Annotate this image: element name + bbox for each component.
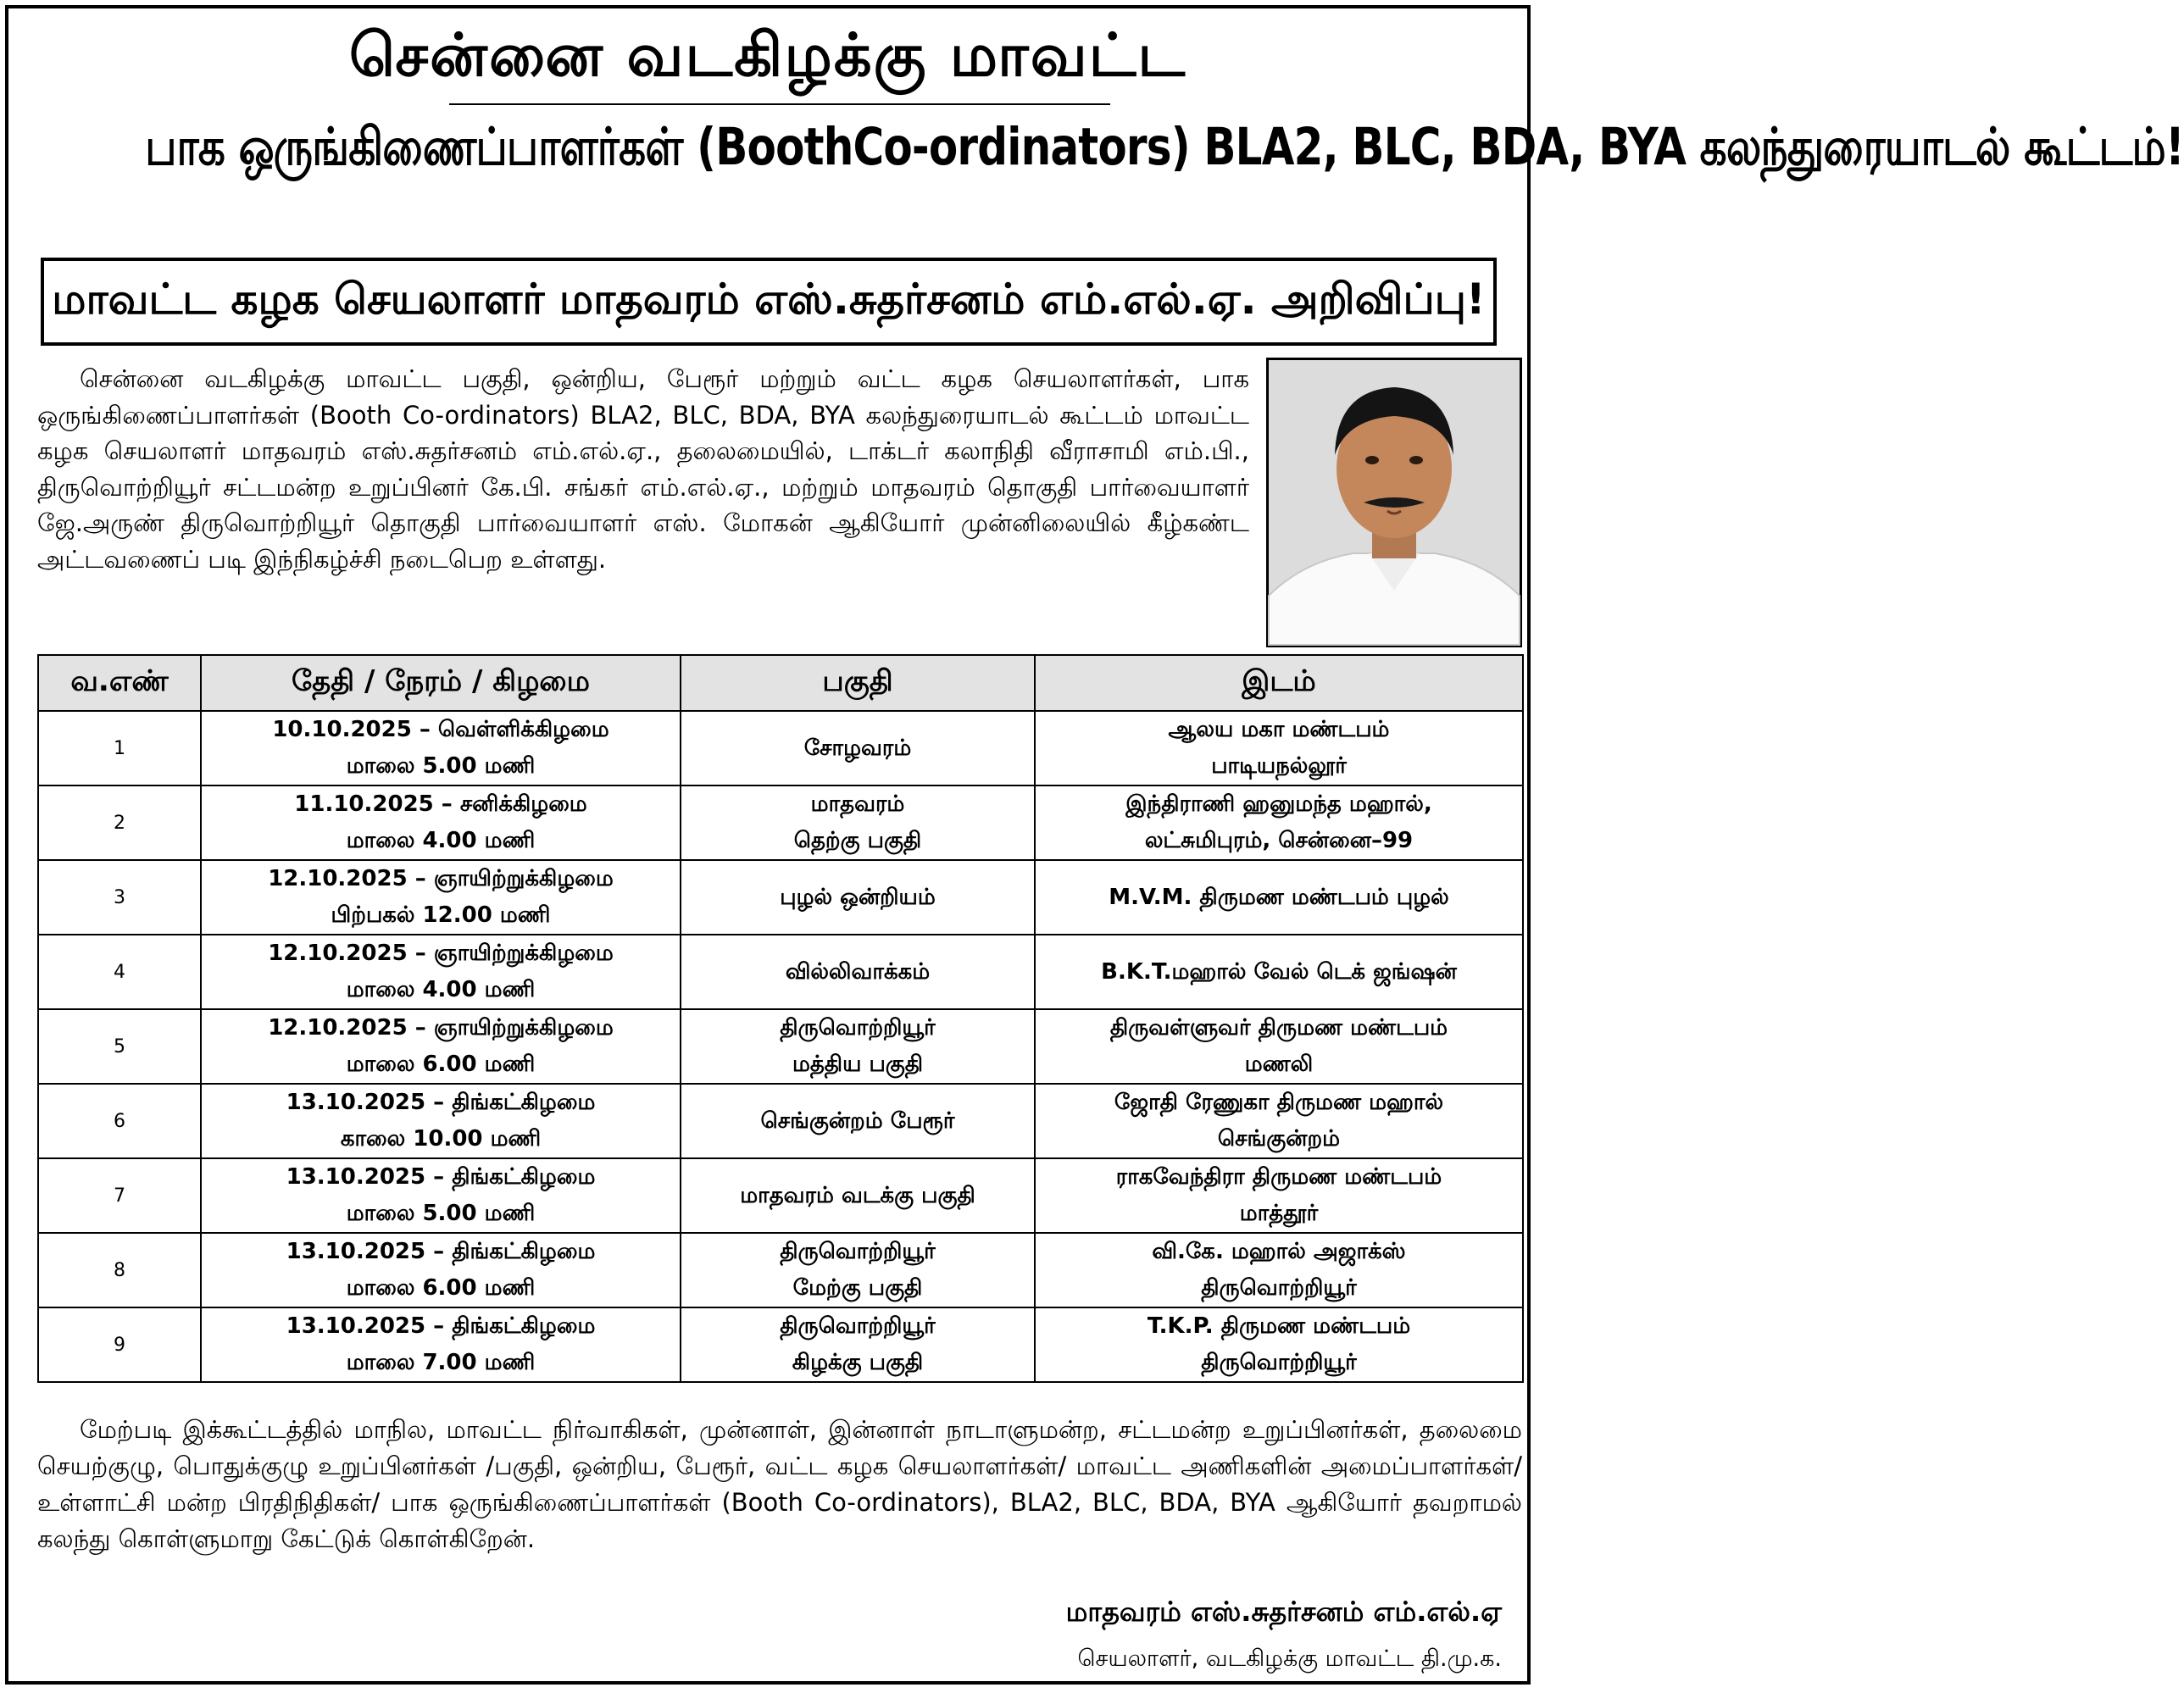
cell-venue-line2: செங்குன்றம் xyxy=(1217,1126,1341,1152)
cell-area xyxy=(681,1307,1035,1382)
header-venue: இடம் xyxy=(1035,655,1523,711)
table-row xyxy=(38,1158,1523,1233)
cell-venue xyxy=(1035,860,1523,935)
cell-area-line1: திருவொற்றியூர் xyxy=(780,1313,936,1339)
cell-venue-line2: லட்சுமிபுரம், சென்னை–99 xyxy=(1144,828,1414,853)
cell-date-time xyxy=(201,1307,681,1382)
cell-date-time xyxy=(201,785,681,860)
cell-time: மாலை 6.00 மணி xyxy=(346,1052,536,1077)
cell-area-line1: திருவொற்றியூர் xyxy=(780,1015,936,1041)
page-subtitle: பாக ஒருங்கிணைப்பாளர்கள் (BoothCo-ordinators) BLA2, BLC, BDA, BYA கலந்துரையாடல் கூட்டம்! xyxy=(145,117,2184,177)
cell-date-day: 12.10.2025 – ஞாயிற்றுக்கிழமை xyxy=(268,1015,614,1041)
cell-date-day: 12.10.2025 – ஞாயிற்றுக்கிழமை xyxy=(268,866,614,891)
cell-venue xyxy=(1035,1233,1523,1307)
cell-date-day: 11.10.2025 – சனிக்கிழமை xyxy=(294,791,587,817)
cell-area-line1: திருவொற்றியூர் xyxy=(780,1239,936,1264)
cell-area xyxy=(681,1158,1035,1233)
cell-area xyxy=(681,860,1035,935)
signature-role: செயலாளர், வடகிழக்கு மாவட்ட தி.மு.க. xyxy=(1077,1646,1502,1672)
signature-name: மாதவரம் எஸ்.சுதர்சனம் எம்.எல்.ஏ xyxy=(1065,1596,1502,1628)
cell-date-day: 10.10.2025 – வெள்ளிக்கிழமை xyxy=(272,717,609,742)
cell-area-line2: மத்திய பகுதி xyxy=(792,1052,924,1077)
table-row xyxy=(38,935,1523,1009)
cell-time: மாலை 4.00 மணி xyxy=(346,977,536,1002)
cell-venue-line2: திருவொற்றியூர் xyxy=(1201,1350,1357,1375)
table-row xyxy=(38,785,1523,860)
cell-date-day: 12.10.2025 – ஞாயிற்றுக்கிழமை xyxy=(268,941,614,966)
cell-venue xyxy=(1035,1084,1523,1158)
cell-venue-line2: மாத்தூர் xyxy=(1239,1201,1319,1226)
table-header-row xyxy=(38,655,1523,711)
cell-area-line1: மாதவரம் வடக்கு பகுதி xyxy=(740,1182,975,1208)
cell-venue-line1: திருவள்ளுவர் திருமண மண்டபம் xyxy=(1109,1015,1448,1041)
notice-page xyxy=(5,5,2184,1685)
cell-venue-line1: T.K.P. திருமண மண்டபம் xyxy=(1147,1313,1411,1339)
closing-paragraph: மேற்படி இக்கூட்டத்தில் மாநில, மாவட்ட நிர்வாகிகள், முன்னாள், இன்னாள் நாடாளுமன்ற, சட்டமன்ற உறுப்பினர்கள், தலைமை செயற்குழு, பொதுக்குழு உறுப்பினர்கள் /பகுதி, ஒன்றிய, பேரூர், வட்ட கழக செயலாளர்கள்/ மாவட்ட அணிகளின் அமைப்பாளர்கள்/ உள்ளாட்சி மன்ற பிரதிநிதிகள்/ பாக ஒருங்கிணைப்பாளர்கள் (Booth Co-ordinators), BLA2, BLC, BDA, BYA ஆகியோர் தவறாமல் கலந்து கொள்ளுமாறு கேட்டுக் கொள்கிறேன். xyxy=(37,1415,1522,1553)
cell-serial-no: 1 xyxy=(38,711,201,785)
cell-venue-line1: இந்திராணி ஹனுமந்த மஹால், xyxy=(1125,791,1432,817)
cell-area-line2: மேற்கு பகுதி xyxy=(792,1275,923,1301)
cell-area-line1: வில்லிவாக்கம் xyxy=(785,958,931,985)
cell-date-time xyxy=(201,935,681,1009)
title-underline xyxy=(449,103,1110,105)
portrait-photo xyxy=(1266,358,1522,647)
cell-area xyxy=(681,1233,1035,1307)
cell-date-day: 13.10.2025 – திங்கட்கிழமை xyxy=(286,1164,596,1190)
cell-area xyxy=(681,785,1035,860)
cell-venue-line1: B.K.T.மஹால் வேல் டெக் ஜங்ஷன் xyxy=(1101,958,1457,985)
cell-date-day: 13.10.2025 – திங்கட்கிழமை xyxy=(286,1239,596,1264)
intro-paragraph: சென்னை வடகிழக்கு மாவட்ட பகுதி, ஒன்றிய, பேரூர் மற்றும் வட்ட கழக செயலாளர்கள், பாக ஒருங்கிணைப்பாளர்கள் (Booth Co-ordinators) BLA2, BLC, BDA, BYA கலந்துரையாடல் கூட்டம் மாவட்ட கழக செயலாளர் மாதவரம் எஸ்.சுதர்சனம் எம்.எல்.ஏ., தலைமையில், டாக்டர் கலாநிதி வீராசாமி எம்.பி., திருவொற்றியூர் சட்டமன்ற உறுப்பினர் கே.பி. சங்கர் எம்.எல்.ஏ., மற்றும் மாதவரம் தொகுதி பார்வையாளர் ஜே.அருண் திருவொற்றியூர் தொகுதி பார்வையாளர் எஸ். மோகன் ஆகியோர் முன்னிலையில் கீழ்கண்ட அட்டவணைப் படி இந்நிகழ்ச்சி நடைபெற உள்ளது. xyxy=(37,364,1249,574)
cell-area-line1: செங்குன்றம் பேரூர் xyxy=(760,1107,955,1134)
cell-date-day: 13.10.2025 – திங்கட்கிழமை xyxy=(286,1090,596,1115)
cell-serial-no: 5 xyxy=(38,1009,201,1084)
cell-serial-no: 3 xyxy=(38,860,201,935)
cell-date-time xyxy=(201,1009,681,1084)
cell-area xyxy=(681,1009,1035,1084)
cell-venue-line2: திருவொற்றியூர் xyxy=(1201,1275,1357,1301)
cell-date-time xyxy=(201,1233,681,1307)
cell-serial-no: 8 xyxy=(38,1233,201,1307)
cell-venue-line1: வி.கே. மஹால் அஜாக்ஸ் xyxy=(1152,1239,1406,1264)
table-row xyxy=(38,860,1523,935)
header-date-time-day: தேதி / நேரம் / கிழமை xyxy=(201,655,681,711)
cell-serial-no: 7 xyxy=(38,1158,201,1233)
cell-date-time xyxy=(201,860,681,935)
cell-venue-line1: ஆலய மகா மண்டபம் xyxy=(1168,717,1390,742)
cell-serial-no: 2 xyxy=(38,785,201,860)
cell-time: மாலை 4.00 மணி xyxy=(346,828,536,853)
table-row xyxy=(38,1233,1523,1307)
cell-time: பிற்பகல் 12.00 மணி xyxy=(331,902,551,928)
cell-serial-no: 4 xyxy=(38,935,201,1009)
schedule-table xyxy=(37,654,1524,1383)
table-row xyxy=(38,711,1523,785)
cell-time: மாலை 6.00 மணி xyxy=(346,1275,536,1301)
cell-area xyxy=(681,711,1035,785)
cell-area-line2: கிழக்கு பகுதி xyxy=(792,1350,924,1375)
cell-date-time xyxy=(201,1084,681,1158)
cell-venue-line1: ராகவேந்திரா திருமண மண்டபம் xyxy=(1115,1164,1442,1190)
cell-venue xyxy=(1035,935,1523,1009)
announcement-box xyxy=(41,258,1497,346)
cell-area-line2: தெற்கு பகுதி xyxy=(793,828,922,853)
cell-venue xyxy=(1035,1158,1523,1233)
cell-venue-line1: ஜோதி ரேணுகா திருமண மஹால் xyxy=(1114,1090,1444,1115)
cell-area xyxy=(681,1084,1035,1158)
page-title: சென்னை வடகிழக்கு மாவட்ட xyxy=(348,20,1187,90)
cell-serial-no: 9 xyxy=(38,1307,201,1382)
cell-venue-line1: M.V.M. திருமண மண்டபம் புழல் xyxy=(1109,884,1449,910)
cell-venue xyxy=(1035,1009,1523,1084)
header-area: பகுதி xyxy=(681,655,1035,711)
cell-venue xyxy=(1035,785,1523,860)
portrait-icon xyxy=(1269,360,1520,645)
cell-date-time xyxy=(201,1158,681,1233)
cell-area xyxy=(681,935,1035,1009)
table-row xyxy=(38,1009,1523,1084)
header-serial-no: வ.எண் xyxy=(38,655,201,711)
cell-venue xyxy=(1035,711,1523,785)
cell-date-time xyxy=(201,711,681,785)
cell-area-line1: மாதவரம் xyxy=(810,791,905,817)
cell-area-line1: சோழவரம் xyxy=(803,735,912,761)
cell-time: காலை 10.00 மணி xyxy=(340,1126,542,1152)
cell-time: மாலை 5.00 மணி xyxy=(346,753,536,779)
cell-serial-no: 6 xyxy=(38,1084,201,1158)
table-row xyxy=(38,1307,1523,1382)
announcement-text: மாவட்ட கழக செயலாளர் மாதவரம் எஸ்.சுதர்சனம் எம்.எல்.ஏ. அறிவிப்பு! xyxy=(52,274,1486,324)
cell-venue xyxy=(1035,1307,1523,1382)
cell-area-line1: புழல் ஒன்றியம் xyxy=(780,884,936,910)
cell-date-day: 13.10.2025 – திங்கட்கிழமை xyxy=(286,1313,596,1339)
table-row xyxy=(38,1084,1523,1158)
cell-venue-line2: மணலி xyxy=(1244,1052,1314,1077)
cell-time: மாலை 7.00 மணி xyxy=(346,1350,536,1375)
cell-time: மாலை 5.00 மணி xyxy=(346,1201,536,1226)
cell-venue-line2: பாடியநல்லூர் xyxy=(1211,753,1347,779)
